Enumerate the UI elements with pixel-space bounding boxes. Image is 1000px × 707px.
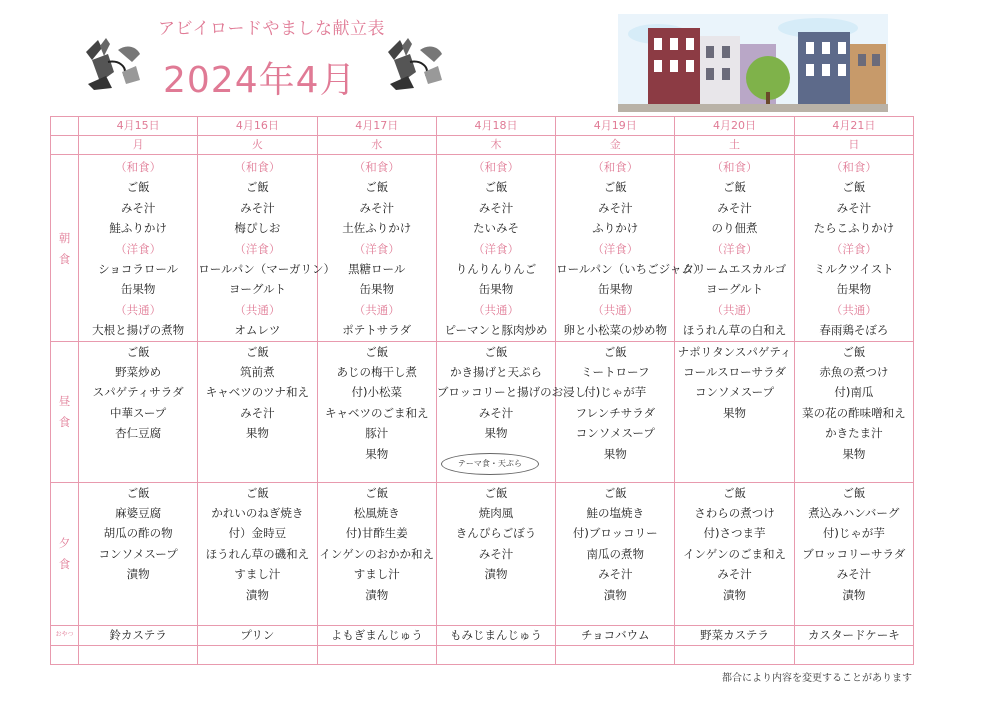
menu-item: コールスローサラダ [683, 365, 786, 380]
lunch-label: 昼 食 [51, 341, 79, 482]
menu-item: フレンチサラダ [575, 405, 656, 420]
menu-item: ご飯 [365, 485, 389, 500]
menu-item: 漬物 [484, 567, 508, 582]
menu-item: ご飯 [365, 344, 389, 359]
breakfast-cell [317, 155, 436, 342]
menu-item: ふりかけ [592, 221, 639, 236]
menu-item: 缶果物 [598, 282, 633, 297]
corner-cell [51, 136, 79, 155]
sketch-figures-logo-icon [380, 32, 450, 92]
menu-item: ご飯 [245, 485, 269, 500]
snack-label: おやつ [51, 625, 79, 645]
blank-cell [317, 645, 436, 664]
menu-item: あじの梅干し煮 [336, 365, 417, 380]
menu-item: 缶果物 [478, 282, 514, 297]
date-row [51, 117, 914, 136]
menu-item: 付)甘酢生姜 [345, 526, 408, 541]
snack-cell: 鈴カステラ [79, 625, 198, 645]
date-cell: 4月21日 [794, 117, 913, 136]
menu-item: ご飯 [842, 485, 866, 500]
menu-item: スパゲティサラダ [92, 385, 184, 400]
corner-cell [51, 117, 79, 136]
breakfast-cell [675, 155, 794, 342]
menu-item: 漬物 [365, 587, 389, 602]
breakfast-cell [556, 155, 705, 342]
menu-item: ミルクツイスト [814, 262, 894, 277]
sketch-figures-logo-icon [78, 32, 148, 92]
menu-item: ご飯 [126, 485, 150, 500]
menu-item: たらこふりかけ [813, 221, 895, 236]
menu-item: みそ汁 [478, 200, 514, 215]
menu-item: ほうれん草の磯和え [205, 546, 310, 561]
menu-item: ブロッコリーサラダ [802, 546, 906, 561]
date-cell: 4月18日 [436, 117, 555, 136]
menu-item: みそ汁 [359, 200, 394, 215]
menu-item: 缶果物 [359, 282, 394, 297]
menu-item: すまし汁 [353, 567, 400, 582]
menu-item: 赤魚の煮つけ [819, 365, 889, 380]
menu-item: のり佃煮 [711, 221, 758, 236]
menu-item: 漬物 [126, 567, 150, 582]
menu-item: 付)小松菜 [351, 385, 402, 400]
menu-item: ご飯 [484, 485, 508, 500]
blank-cell [436, 645, 555, 664]
menu-item: みそ汁 [120, 200, 156, 215]
menu-item: 付)南瓜 [834, 385, 874, 400]
menu-item: 麻婆豆腐 [115, 506, 162, 521]
weekday-cell: 木 [436, 136, 555, 155]
menu-item: 土佐ふりかけ [342, 221, 412, 236]
menu-item: ナポリタンスパゲティ [677, 344, 792, 359]
menu-item: コンソメスープ [694, 385, 775, 400]
breakfast-cell [198, 155, 336, 342]
menu-item: 菜の花の酢味噌和え [802, 405, 906, 420]
theme-meal-note: テーマ食・天ぷら [441, 453, 539, 475]
menu-item: ご飯 [603, 344, 627, 359]
date-cell: 4月15日 [79, 117, 198, 136]
menu-item: ロールパン（いちごジャム） [556, 262, 705, 277]
lunch-cell [794, 341, 913, 482]
section-label: （共通） [472, 302, 519, 317]
section-label: （和食） [592, 160, 639, 174]
menu-item: 付)じゃが芋 [822, 526, 885, 541]
menu-item: クリームエスカルゴ [682, 262, 787, 277]
menu-item: みそ汁 [240, 200, 275, 215]
menu-item: インゲンのごま和え [683, 546, 787, 561]
menu-item: 杏仁豆腐 [115, 426, 162, 441]
section-label: （洋食） [115, 241, 162, 256]
dinner-cell [675, 482, 794, 625]
menu-item: 果物 [245, 426, 269, 441]
menu-item: ブロッコリーと揚げのお浸し [436, 385, 587, 400]
lunch-cell [79, 341, 198, 482]
snack-cell: カスタードケーキ [794, 625, 913, 645]
menu-item: ご飯 [365, 180, 389, 195]
menu-item: かき揚げと天ぷら [449, 365, 542, 380]
lunch-cell [675, 341, 794, 482]
menu-item: コンソメスープ [575, 426, 655, 441]
menu-item: 黒糖ロール [348, 262, 406, 277]
townhouse-street-illustration [618, 14, 888, 112]
menu-item: みそ汁 [836, 567, 872, 582]
menu-item: ポテトサラダ [342, 323, 412, 338]
dinner-cell [79, 482, 198, 625]
section-label: （和食） [234, 160, 281, 174]
dinner-row [51, 482, 914, 625]
date-cell: 4月20日 [675, 117, 794, 136]
menu-item: かれいのねぎ焼き [211, 506, 304, 521]
snack-cell: チョコバウム [556, 625, 675, 645]
menu-item: 焼肉風 [478, 506, 514, 521]
snack-cell: よもぎまんじゅう [317, 625, 436, 645]
menu-item: 松風焼き [353, 506, 400, 521]
menu-item: ご飯 [723, 485, 747, 500]
menu-item: 缶果物 [836, 282, 872, 297]
breakfast-cell [436, 155, 555, 342]
menu-item: ご飯 [484, 344, 508, 359]
menu-item: ご飯 [126, 344, 150, 359]
menu-item: ご飯 [842, 180, 866, 195]
weekday-cell: 金 [556, 136, 675, 155]
dinner-cell [198, 482, 317, 625]
section-label: （洋食） [592, 241, 639, 256]
blank-cell [79, 645, 198, 664]
date-cell: 4月16日 [198, 117, 317, 136]
section-label: （和食） [472, 160, 519, 174]
menu-item: 中華スープ [109, 405, 167, 420]
menu-item: 鮭ふりかけ [109, 221, 167, 236]
menu-item: 煮込みハンバーグ [808, 506, 900, 521]
section-label: （和食） [830, 160, 877, 174]
breakfast-row [51, 155, 914, 342]
section-label: （共通） [592, 302, 639, 317]
menu-item: 付）金時豆 [228, 526, 287, 541]
lunch-cell [198, 341, 317, 482]
menu-item: キャベツのごま和え [324, 405, 429, 420]
menu-item: みそ汁 [598, 200, 633, 215]
blank-cell [794, 645, 913, 664]
footnote: 都合により内容を変更することがあります [722, 673, 912, 684]
menu-item: 付)じゃが芋 [584, 385, 647, 400]
menu-item: ヨーグルト [228, 282, 286, 297]
menu-item: 卵と小松菜の炒め物 [563, 323, 668, 338]
menu-item: ご飯 [245, 180, 269, 195]
menu-item: ミートローフ [581, 365, 650, 380]
menu-item: かきたま汁 [825, 426, 883, 441]
section-label: （共通） [115, 302, 162, 317]
lunch-cell [556, 341, 675, 482]
menu-item: ロールパン（マーガリン） [198, 262, 336, 277]
menu-item: みそ汁 [598, 567, 633, 582]
menu-item: 果物 [484, 426, 508, 441]
menu-item: 果物 [842, 446, 866, 461]
menu-item: たいみそ [472, 221, 519, 236]
menu-item: 南瓜の煮物 [586, 546, 645, 561]
menu-item: 果物 [603, 446, 627, 461]
weekday-cell: 月 [79, 136, 198, 155]
menu-item: 梅ぴしお [234, 221, 281, 236]
facility-title: アビイロードやましな献立表 [158, 19, 385, 39]
menu-item: 胡瓜の酢の物 [103, 526, 173, 541]
date-cell: 4月17日 [317, 117, 436, 136]
dinner-cell [556, 482, 675, 625]
blank-cell [675, 645, 794, 664]
weekday-cell: 火 [198, 136, 317, 155]
menu-item: 漬物 [842, 587, 866, 602]
menu-item: みそ汁 [717, 567, 752, 582]
menu-item: 漬物 [723, 587, 747, 602]
menu-item: すまし汁 [234, 567, 281, 582]
breakfast-label: 朝 食 [51, 155, 79, 342]
menu-item: ご飯 [484, 180, 508, 195]
snack-cell: プリン [198, 625, 317, 645]
section-label: （共通） [711, 302, 758, 317]
section-label: （洋食） [711, 241, 758, 256]
menu-item: さわらの煮つけ [694, 506, 775, 521]
menu-item: みそ汁 [836, 200, 872, 215]
snack-row [51, 625, 914, 645]
snack-cell: 野菜カステラ [675, 625, 794, 645]
section-label: （洋食） [472, 241, 519, 256]
menu-item: りんりんりんご [455, 262, 537, 277]
section-label: （洋食） [234, 241, 281, 256]
menu-item: コンソメスープ [98, 546, 178, 561]
section-label: （共通） [353, 302, 400, 317]
blank-cell [556, 645, 675, 664]
menu-item: ショコラロール [98, 262, 179, 277]
menu-item: 付)さつま芋 [703, 526, 766, 541]
weekday-cell: 水 [317, 136, 436, 155]
menu-item: 筑前煮 [240, 365, 275, 380]
section-label: （洋食） [353, 241, 400, 256]
section-label: （共通） [234, 302, 281, 317]
dinner-cell [794, 482, 913, 625]
menu-item: きんぴらごぼう [455, 526, 537, 541]
breakfast-cell [79, 155, 198, 342]
menu-item: インゲンのおかか和え [319, 546, 434, 561]
menu-item: ご飯 [603, 180, 627, 195]
menu-item: ご飯 [245, 344, 269, 359]
menu-item: みそ汁 [478, 546, 514, 561]
menu-item: 豚汁 [365, 426, 389, 441]
menu-item: 鮭の塩焼き [586, 506, 645, 521]
menu-item: 果物 [723, 405, 747, 420]
menu-item: 漬物 [603, 587, 627, 602]
lunch-cell [436, 341, 587, 482]
dinner-label: 夕 食 [51, 482, 79, 625]
lunch-cell [317, 341, 436, 482]
blank-row [51, 645, 914, 664]
weekday-row [51, 136, 914, 155]
menu-item: 野菜炒め [115, 365, 162, 380]
menu-item: 果物 [365, 446, 389, 461]
menu-item: ご飯 [842, 344, 866, 359]
section-label: （和食） [115, 160, 162, 174]
menu-item: みそ汁 [717, 200, 752, 215]
menu-item: キャベツのツナ和え [205, 385, 310, 400]
weekday-cell: 日 [794, 136, 913, 155]
lunch-row [51, 341, 914, 482]
menu-item: オムレツ [234, 323, 281, 338]
menu-item: 缶果物 [120, 282, 156, 297]
menu-item: 漬物 [245, 587, 269, 602]
menu-item: ご飯 [603, 485, 627, 500]
snack-cell: もみじまんじゅう [436, 625, 555, 645]
menu-item: みそ汁 [478, 405, 514, 420]
menu-item: 付)ブロッコリー [572, 526, 658, 541]
menu-item: 大根と揚げの煮物 [92, 323, 185, 338]
weekday-cell: 土 [675, 136, 794, 155]
dinner-cell [436, 482, 555, 625]
weekly-menu-table [50, 116, 914, 665]
section-label: （和食） [353, 160, 400, 174]
menu-item: みそ汁 [240, 405, 275, 420]
menu-item: ご飯 [723, 180, 747, 195]
menu-item: ピーマンと豚肉炒め [444, 323, 548, 338]
menu-item: ご飯 [126, 180, 150, 195]
menu-item: ほうれん草の白和え [682, 323, 787, 338]
date-cell: 4月19日 [556, 117, 675, 136]
menu-item: ヨーグルト [705, 282, 764, 297]
menu-item: 春雨鶏そぼろ [819, 323, 889, 338]
blank-cell [51, 645, 79, 664]
breakfast-cell [794, 155, 913, 342]
section-label: （共通） [830, 302, 877, 317]
blank-cell [198, 645, 317, 664]
dinner-cell [317, 482, 436, 625]
month-title: 2024年4月 [163, 60, 357, 101]
section-label: （洋食） [830, 241, 877, 256]
section-label: （和食） [711, 160, 758, 174]
